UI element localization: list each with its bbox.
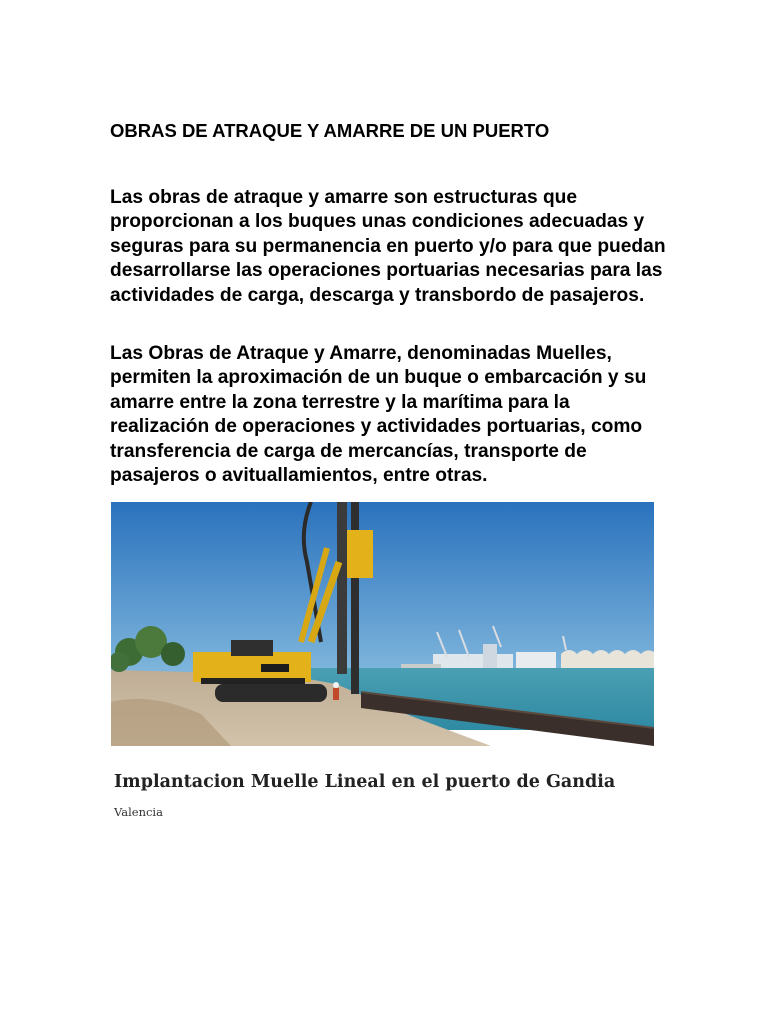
- paragraph-muelles: Las Obras de Atraque y Amarre, denominadas Muelles, permiten la aproximación de un buque o embarcación y su amarre entre la zona terrestre y la marítima para la realización de operaciones y actividades portuarias, como transferencia de carga de mercancías, transporte de pasajeros o avituallamientos, entre otras.: [110, 343, 647, 487]
- paragraph-intro: Las obras de atraque y amarre son estructuras que proporcionan a los buques unas condiciones adecuadas y seguras para su permanencia en puerto y/o para que puedan desarrollarse las operaciones portuarias necesarias para las actividades de carga, descarga y transbordo de pasajeros.: [110, 187, 666, 306]
- figure-location: Valencia: [114, 805, 163, 819]
- sky: [111, 502, 654, 674]
- worker: [333, 682, 339, 700]
- document-title: OBRAS DE ATRAQUE Y AMARRE DE UN PUERTO: [110, 120, 550, 141]
- figure-caption: Implantacion Muelle Lineal en el puerto de Gandia: [114, 772, 616, 792]
- port-construction-photo: [111, 502, 654, 746]
